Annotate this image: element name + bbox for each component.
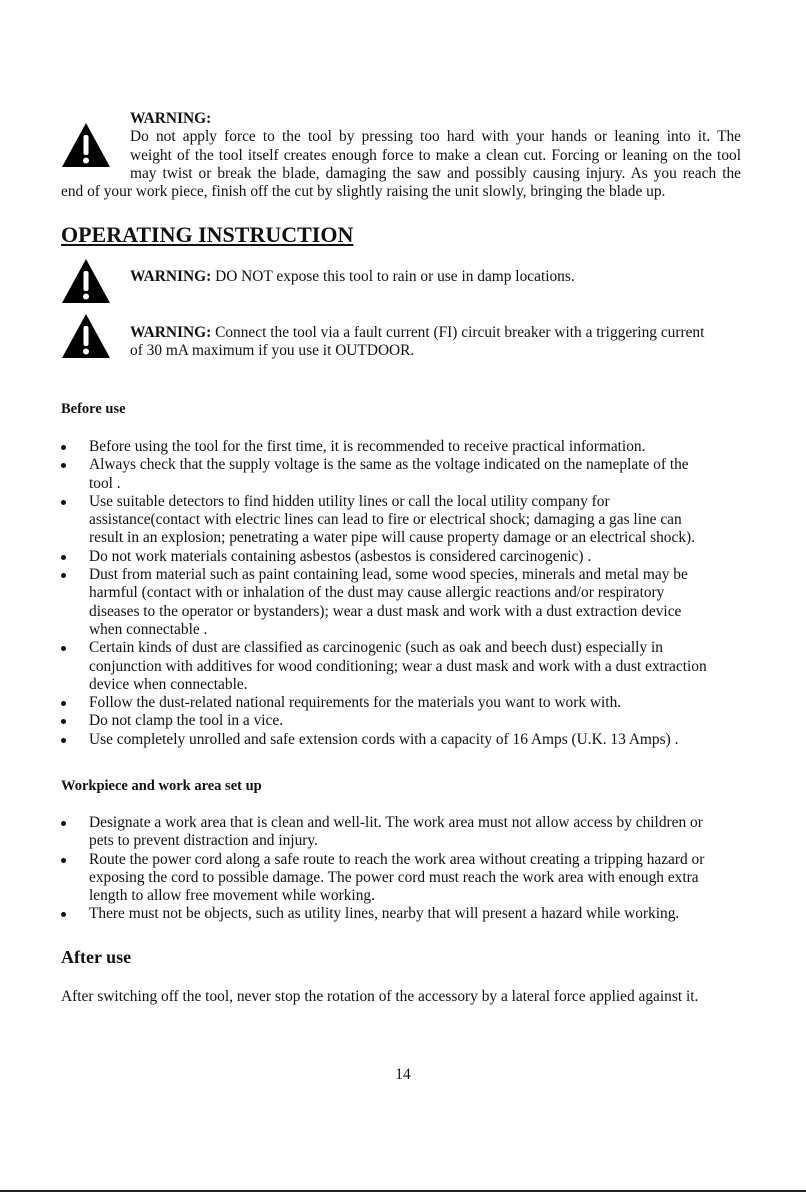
warning-text-line: end of your work piece, finish off the cut by slightly raising the unit slowly, bringing the blade up.	[61, 183, 666, 201]
list-item	[61, 438, 741, 456]
warning-text: DO NOT expose this tool to rain or use in damp locations.	[211, 268, 575, 285]
bullet-dot-icon	[61, 821, 66, 826]
warning-label: WARNING:	[130, 110, 212, 127]
subheading-before-use: Before use	[61, 401, 126, 417]
after-use-text: After switching off the tool, never stop the rotation of the accessory by a lateral force applied against it.	[61, 988, 699, 1005]
list-item	[61, 694, 741, 712]
bullet-dot-icon	[61, 701, 66, 706]
bullet-dot-icon	[61, 500, 66, 505]
list-item-line: assistance(contact with electric lines can lead to fire or electrical shock; damaging a gas line can	[89, 511, 682, 529]
warning-text-line: Do not apply force to the tool by pressing too hard with your hands or leaning into it. The	[130, 128, 741, 146]
list-item-line: Dust from material such as paint containing lead, some wood species, minerals and metal may be	[89, 566, 688, 584]
list-item	[61, 548, 741, 566]
list-item	[61, 639, 741, 694]
warning-triangle-icon	[61, 258, 111, 304]
bullet-dot-icon	[61, 738, 66, 743]
list-item-line: device when connectable.	[89, 675, 248, 693]
list-item-line: Certain kinds of dust are classified as carcinogenic (such as oak and beech dust) especially in	[89, 639, 663, 657]
list-item-line: conjunction with additives for wood conditioning; wear a dust mask and work with a dust extraction	[89, 657, 707, 675]
list-item	[61, 456, 741, 493]
list-item	[61, 905, 741, 923]
list-item-line: There must not be objects, such as utility lines, nearby that will present a hazard while working.	[89, 905, 680, 923]
list-item	[61, 731, 741, 749]
bullet-dot-icon	[61, 555, 66, 560]
before-use-list	[61, 438, 741, 749]
subheading-workpiece: Workpiece and work area set up	[61, 778, 262, 794]
list-item-line: Do not work materials containing asbestos (asbestos is considered carcinogenic) .	[89, 547, 592, 565]
bullet-dot-icon	[61, 463, 66, 468]
warning-triangle-icon	[61, 313, 111, 359]
list-item-line: pets to prevent distraction and injury.	[89, 832, 318, 850]
list-item-line: result in an explosion; penetrating a water pipe will cause property damage or an electrical shock).	[89, 529, 695, 547]
warning-block-2	[130, 268, 575, 286]
list-item-line: Always check that the supply voltage is the same as the voltage indicated on the nameplate of the	[89, 456, 689, 474]
list-item	[61, 493, 741, 548]
list-item-line: Do not clamp the tool in a vice.	[89, 712, 284, 730]
page-number: 14	[395, 1066, 411, 1083]
bullet-dot-icon	[61, 445, 66, 450]
list-item-line: Route the power cord along a safe route to reach the work area without creating a tripping hazard or	[89, 850, 705, 868]
list-item-line: Designate a work area that is clean and well-lit. The work area must not allow access by children or	[89, 814, 703, 831]
subheading-after-use: After use	[61, 947, 132, 967]
warning-block-3	[130, 324, 740, 361]
bullet-dot-icon	[61, 912, 66, 917]
list-item	[61, 712, 741, 730]
warning-text-line: Connect the tool via a fault current (FI) circuit breaker with a triggering current	[211, 324, 705, 341]
list-item-line: length to allow free movement while working.	[89, 887, 375, 905]
list-item	[61, 814, 741, 851]
warning-text-line: may twist or break the blade, damaging the saw and possibly causing injury. As you reach the	[130, 164, 741, 182]
list-item-line: diseases to the operator or bystanders); wear a dust mask and work with a dust extraction device	[89, 602, 682, 620]
bullet-dot-icon	[61, 858, 66, 863]
list-item-line: when connectable .	[89, 620, 208, 638]
list-item	[61, 851, 741, 906]
warning-label: WARNING:	[130, 324, 212, 341]
list-item-line: harmful (contact with or inhalation of the dust may cause allergic reactions and/or respiratory	[89, 584, 665, 602]
bullet-dot-icon	[61, 719, 66, 724]
warning-block-1	[61, 110, 741, 201]
list-item-line: exposing the cord to possible damage. The power cord must reach the work area with enough extra	[89, 868, 699, 886]
warning-text-line: of 30 mA maximum if you use it OUTDOOR.	[130, 342, 415, 360]
workpiece-list	[61, 814, 741, 924]
warning-label: WARNING:	[130, 268, 212, 285]
list-item-line: Use completely unrolled and safe extension cords with a capacity of 16 Amps (U.K. 13 Amps) .	[89, 730, 679, 748]
section-title: OPERATING INSTRUCTION	[61, 222, 354, 247]
list-item-line: Use suitable detectors to find hidden utility lines or call the local utility company for	[89, 492, 610, 510]
bullet-dot-icon	[61, 573, 66, 578]
list-item-line: Follow the dust-related national requirements for the materials you want to work with.	[89, 694, 622, 712]
list-item	[61, 566, 741, 639]
bullet-dot-icon	[61, 646, 66, 651]
list-item-line: tool .	[89, 474, 121, 492]
warning-text-line: weight of the tool itself creates enough force to make a clean cut. Forcing or leaning on the tool	[130, 146, 741, 164]
list-item-line: Before using the tool for the first time, it is recommended to receive practical information.	[89, 438, 646, 455]
